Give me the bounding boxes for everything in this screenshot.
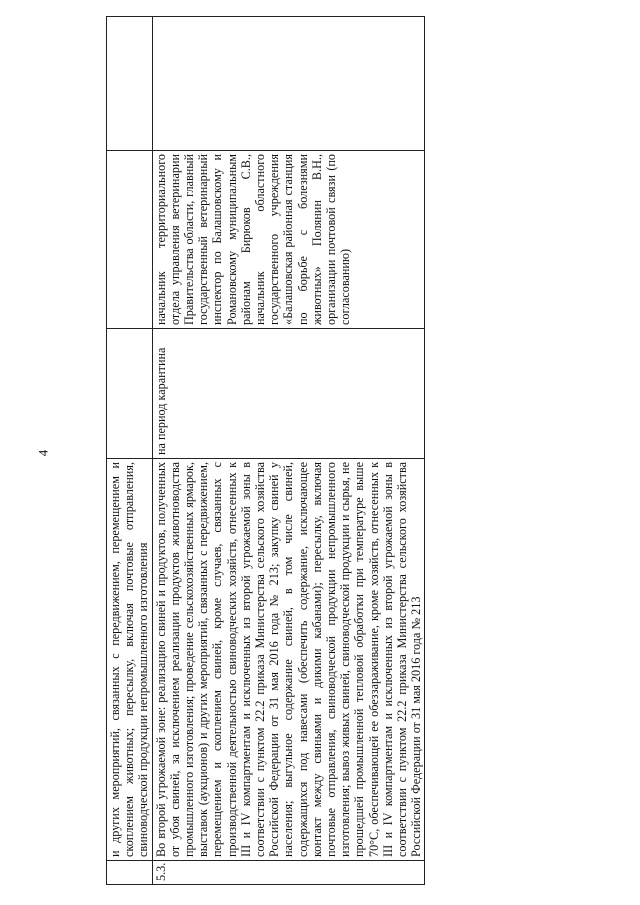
rotated-page-content	[106, 17, 586, 885]
table-row	[152, 17, 425, 885]
measure-cell: Во второй угрожаемой зоне: реализацию свиней и продуктов, полученных от убоя свиней, за исключением реализации продуктов животноводства промышленного изготовления; проведение сельскохозяйственных ярмарок, выставок (аукционов) и других мероприятий, связанных с передвижением, перемещением и скоплением свиней, кроме случаев, связанных с производственной деятельностью свиноводческих хозяйств, отнесенных к III и IV компартментам и исключенных из второй угрожаемой зоны в соответствии с пунктом 22.2 приказа Министерства сельского хозяйства Российской Федерации от 31 мая 2016 года № 213; закупку свиней у населения; выгульное содержание свиней, в том числе свиней, содержащихся под навесами (обеспечить содержание, исключающее контакт между свиньями и дикими кабанами); пересылку, включая почтовые отправления, свиноводческой продукции непромышленного изготовления; вывоз живых свиней, свиноводческой продукции и сырья, не прошедшей промышленной тепловой обработки при температуре выше 70°С, обеспечивающей ее обеззараживание, кроме хозяйств, отнесенных к III и IV компартментам и исключенных из второй угрожаемой зоны в соответствии с пунктом 22.2 приказа Министерства сельского хозяйства Российской Федерации от 31 мая 2016 года № 213	[152, 459, 425, 861]
measures-table	[106, 16, 425, 885]
period-cell: на период карантина	[152, 329, 425, 459]
row-number-cell: 5.3.	[152, 861, 425, 885]
page-number: 4	[35, 449, 51, 457]
responsible-cell: начальник территориального отдела управления ветеринарии Правительства области, главный государственный ветеринарный инспектор по Балашовскому и Романовскому муниципальным районам Бирюков С.В., начальник областного государственного учреждения «Балашовская районная станция по борьбе с болезнями животных» Полянин В.Н., организации почтовой связи (по согласованию)	[152, 151, 425, 329]
period-cell	[107, 329, 153, 459]
row-number-cell	[107, 861, 153, 885]
note-cell	[152, 17, 425, 151]
table-row	[107, 17, 153, 885]
responsible-cell	[107, 151, 153, 329]
measure-cell: и других мероприятий, связанных с передвижением, перемещением и скоплением животных; пересылку, включая почтовые отправления, свиноводческой продукции непромышленного изготовления	[107, 459, 153, 861]
note-cell	[107, 17, 153, 151]
